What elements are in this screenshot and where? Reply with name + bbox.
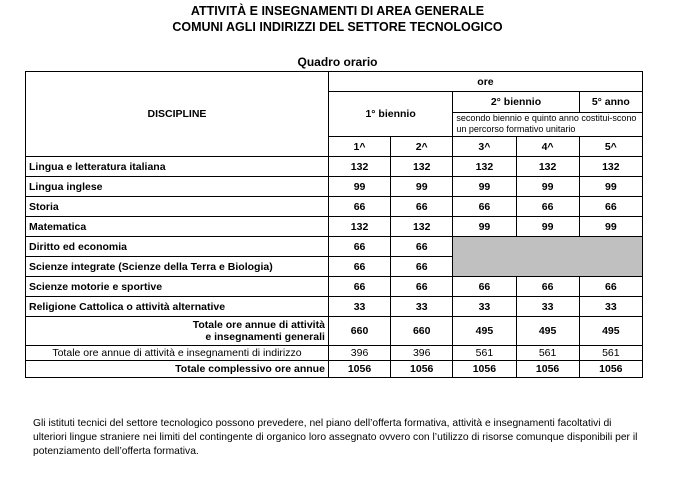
discipline-name: Religione Cattolica o attività alternative — [26, 297, 329, 317]
hours-cell: 66 — [579, 197, 642, 217]
hours-cell: 66 — [516, 277, 579, 297]
total-cell: 396 — [328, 346, 390, 361]
not-applicable-cell — [453, 237, 643, 277]
hours-cell: 66 — [453, 277, 516, 297]
total-cell: 1056 — [328, 361, 390, 378]
total-cell: 495 — [579, 317, 642, 346]
hours-cell: 132 — [516, 157, 579, 177]
discipline-name: Lingua e letteratura italiana — [26, 157, 329, 177]
hours-cell: 99 — [516, 217, 579, 237]
total-cell: 1056 — [391, 361, 453, 378]
hours-cell: 99 — [579, 217, 642, 237]
total-row-complessivo — [26, 361, 643, 378]
hours-cell: 66 — [328, 197, 390, 217]
hours-cell: 66 — [579, 277, 642, 297]
total-row-general — [26, 317, 643, 346]
year-label: 1^ — [328, 137, 390, 157]
hours-cell: 99 — [453, 217, 516, 237]
header-anno5: 5° anno — [579, 92, 642, 113]
discipline-name: Storia — [26, 197, 329, 217]
total-cell: 1056 — [579, 361, 642, 378]
hours-cell: 132 — [328, 157, 390, 177]
hours-cell: 132 — [391, 157, 453, 177]
header-discipline: DISCIPLINE — [26, 72, 329, 157]
timetable — [25, 71, 643, 378]
hours-cell: 66 — [391, 197, 453, 217]
table-caption: Quadro orario — [297, 55, 378, 69]
total-cell: 1056 — [516, 361, 579, 378]
total-complessivo-label: Totale complessivo ore annue — [26, 361, 329, 378]
hours-cell: 66 — [453, 197, 516, 217]
hours-cell: 99 — [328, 177, 390, 197]
hours-cell: 33 — [516, 297, 579, 317]
hours-cell: 66 — [516, 197, 579, 217]
table-row — [26, 197, 643, 217]
total-general-label-line1: Totale ore annue di attività — [192, 319, 325, 331]
total-cell: 495 — [453, 317, 516, 346]
hours-cell: 66 — [328, 257, 390, 277]
hours-cell: 33 — [391, 297, 453, 317]
hours-cell: 33 — [579, 297, 642, 317]
header-biennio2: 2° biennio — [453, 92, 579, 113]
header-biennio1: 1° biennio — [328, 92, 452, 137]
total-general-label — [26, 317, 329, 346]
total-cell: 561 — [579, 346, 642, 361]
year-label: 3^ — [453, 137, 516, 157]
year-label: 2^ — [391, 137, 453, 157]
document-title-line2: COMUNI AGLI INDIRIZZI DEL SETTORE TECNOLOGICO — [172, 20, 503, 34]
discipline-name: Diritto ed economia — [26, 237, 329, 257]
table-row — [26, 277, 643, 297]
table-row — [26, 217, 643, 237]
hours-cell: 132 — [328, 217, 390, 237]
header-note: secondo biennio e quinto anno costitui-scono un percorso formativo unitario — [453, 112, 643, 136]
total-cell: 561 — [453, 346, 516, 361]
hours-cell: 33 — [453, 297, 516, 317]
total-cell: 396 — [391, 346, 453, 361]
total-row-indirizzo — [26, 346, 643, 361]
hours-cell: 99 — [579, 177, 642, 197]
total-cell: 561 — [516, 346, 579, 361]
header-ore: ore — [328, 72, 642, 92]
footnote: Gli istituti tecnici del settore tecnologico possono prevedere, nel piano dell’offerta formativa, attività e insegnamenti facoltativi di ulteriori lingue straniere nei limiti del contingente di organico loro assegnato ovvero con l’utilizzo di risorse comunque disponibili per il potenziamento dell’offerta formativa. — [33, 418, 638, 457]
hours-cell: 66 — [391, 277, 453, 297]
discipline-name: Scienze motorie e sportive — [26, 277, 329, 297]
total-cell: 660 — [328, 317, 390, 346]
total-cell: 495 — [516, 317, 579, 346]
year-label: 5^ — [579, 137, 642, 157]
hours-cell: 99 — [516, 177, 579, 197]
table-row — [26, 157, 643, 177]
hours-cell: 66 — [328, 277, 390, 297]
table-row — [26, 237, 643, 257]
document-title-line1: ATTIVITÀ E INSEGNAMENTI DI AREA GENERALE — [190, 4, 485, 18]
hours-cell: 99 — [453, 177, 516, 197]
hours-cell: 66 — [391, 257, 453, 277]
total-indirizzo-label: Totale ore annue di attività e insegnamenti di indirizzo — [26, 346, 329, 361]
total-cell: 1056 — [453, 361, 516, 378]
discipline-name: Matematica — [26, 217, 329, 237]
total-cell: 660 — [391, 317, 453, 346]
hours-cell: 132 — [579, 157, 642, 177]
discipline-name: Scienze integrate (Scienze della Terra e Biologia) — [26, 257, 329, 277]
hours-cell: 99 — [391, 177, 453, 197]
hours-cell: 66 — [328, 237, 390, 257]
total-general-label-line2: e insegnamenti generali — [205, 331, 325, 343]
discipline-name: Lingua inglese — [26, 177, 329, 197]
hours-cell: 132 — [391, 217, 453, 237]
hours-cell: 66 — [391, 237, 453, 257]
hours-cell: 132 — [453, 157, 516, 177]
header-row-ore — [26, 72, 643, 92]
hours-cell: 33 — [328, 297, 390, 317]
table-row — [26, 297, 643, 317]
year-label: 4^ — [516, 137, 579, 157]
table-row — [26, 177, 643, 197]
